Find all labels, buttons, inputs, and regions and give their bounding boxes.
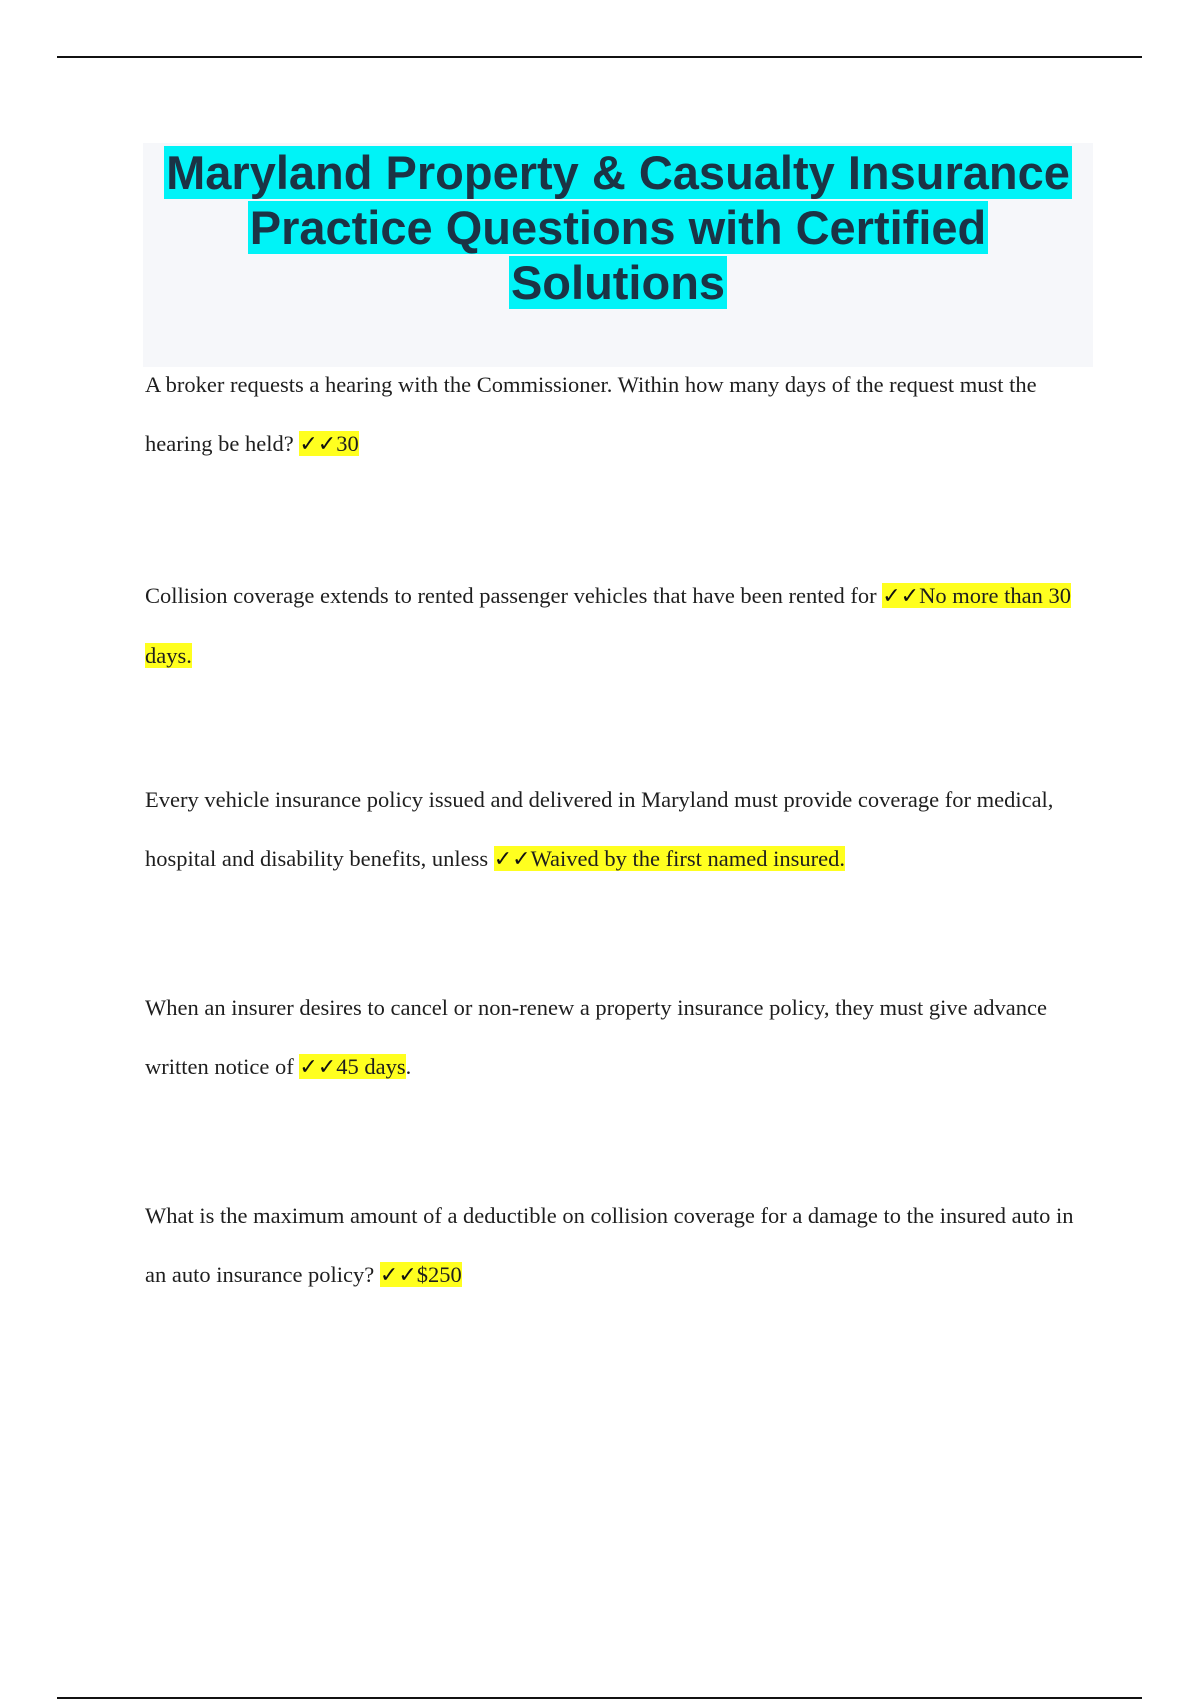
top-rule [57, 56, 1142, 58]
answer-text: 45 days [336, 1054, 406, 1079]
qa-item [145, 355, 1085, 474]
answer-text: $250 [416, 1262, 462, 1287]
question-text: Collision coverage extends to rented passenger vehicles that have been rented for [145, 583, 883, 608]
answer-highlight [299, 431, 358, 456]
question-text: When an insurer desires to cancel or non-renew a property insurance policy, they must give advance written notice of [145, 995, 1047, 1079]
answer-text: 30 [336, 431, 359, 456]
qa-item [145, 1186, 1085, 1305]
answer-highlight [299, 1054, 405, 1079]
double-check-icon: ✓✓ [299, 432, 337, 457]
qa-item [145, 566, 1085, 685]
qa-item [145, 770, 1085, 889]
question-text: A broker requests a hearing with the Commissioner. Within how many days of the request must the hearing be held? [145, 372, 1037, 456]
double-check-icon: ✓✓ [493, 847, 531, 872]
double-check-icon: ✓✓ [379, 1263, 417, 1288]
answer-text: Waived by the first named insured. [530, 846, 845, 871]
double-check-icon: ✓✓ [882, 584, 920, 609]
question-text: What is the maximum amount of a deductible on collision coverage for a damage to the insured auto in an auto insurance policy? [145, 1203, 1074, 1287]
answer-highlight [380, 1262, 462, 1287]
question-text: Every vehicle insurance policy issued and delivered in Maryland must provide coverage for medical, hospital and disability benefits, unless [145, 787, 1054, 871]
bottom-rule [57, 1697, 1142, 1699]
document-title [143, 145, 1093, 310]
title-highlight: Maryland Property & Casualty Insurance Practice Questions with Certified Solutions [166, 146, 1070, 309]
qa-item [145, 978, 1085, 1097]
double-check-icon: ✓✓ [299, 1055, 337, 1080]
answer-trailing: . [405, 1054, 412, 1079]
answer-text: No more than 30 days. [145, 583, 1071, 668]
answer-highlight [494, 846, 845, 871]
